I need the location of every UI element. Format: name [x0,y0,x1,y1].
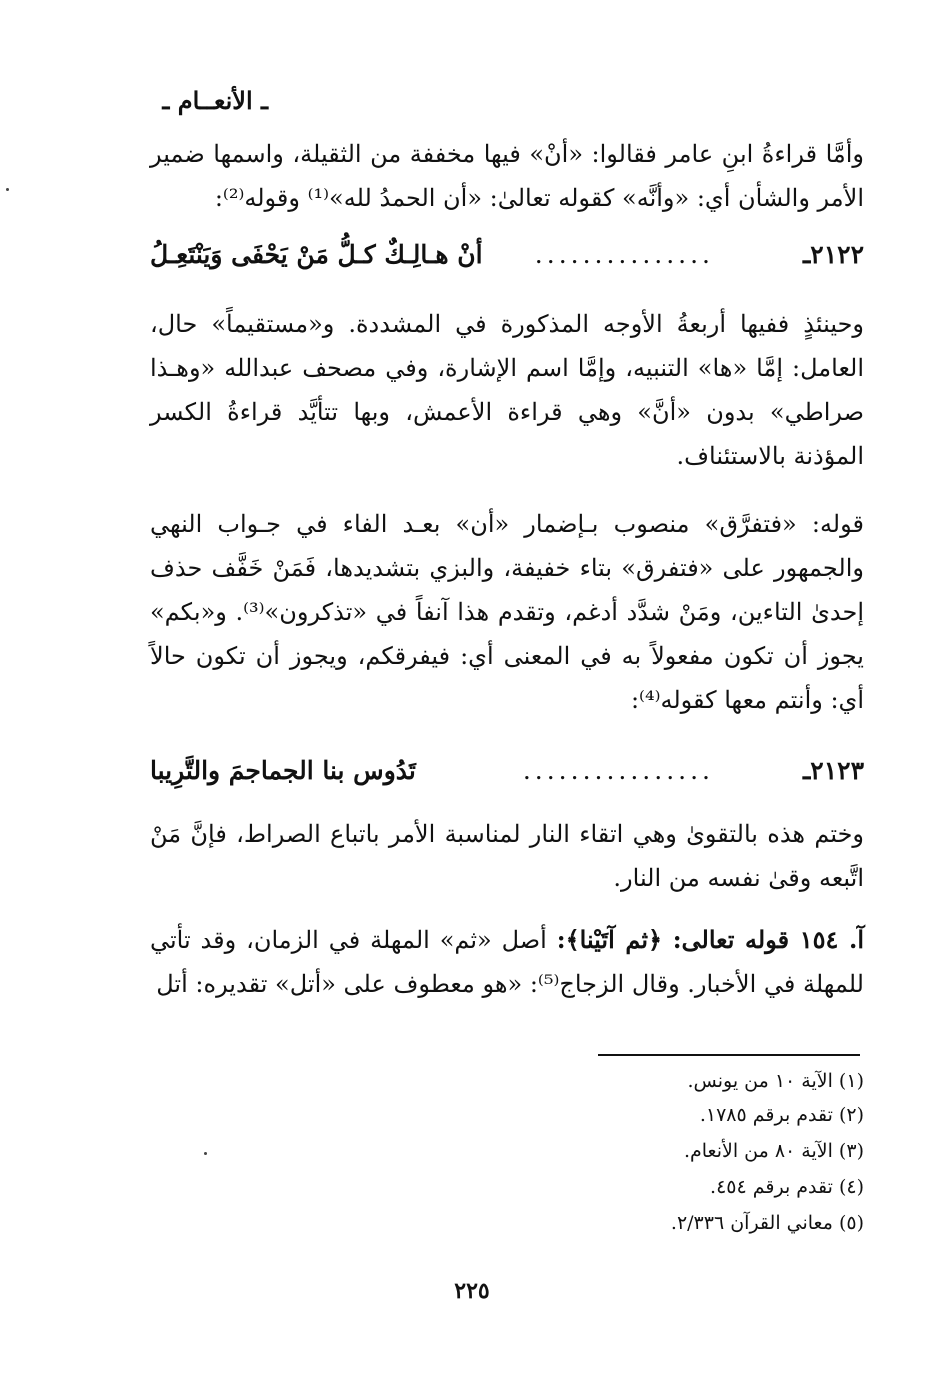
paragraph-ayah-154 [150,918,864,1006]
footnote-3: (٣) الآية ٨٠ من الأنعام. [683,1140,864,1162]
footnote-1: (١) الآية ١٠ من يونس. [687,1070,864,1092]
footnote-divider [598,1054,860,1056]
ayah-commentary: أصل «ثم» المهلة في الزمان، وقد تأتي للمهلة في الأخبار. وقال الزجاج⁽⁵⁾: «هو معطوف على «أتل» تقديره: أتل [150,926,864,998]
verse-2122 [150,240,864,284]
paragraph-taqwa: وختم هذه بالتقوىٰ وهي اتقاء النار لمناسبة الأمر باتباع الصراط، فإنَّ مَنْ اتَّبعه وقىٰ نفسه من النار. [150,820,865,892]
verse-number: ٢١٢٣ـ [802,756,864,785]
verse-text: أنْ هـالِـكٌ كـلُّ مَنْ يَحْفَى وَيَنْتَعِـلُ [150,240,483,269]
scan-speck [204,1152,207,1155]
verse-dots: ................ [522,756,714,785]
page-number: ٢٢٥ [454,1278,490,1304]
verse-2123 [150,756,864,800]
paragraph-ibn-amir: وأمَّا قراءةُ ابنِ عامر فقالوا: «أنْ» فيها مخففة من الثقيلة، واسمها ضمير الأمر والشأن أي: «وأنَّه» كقوله تعالىٰ: «أن الحمدُ لله»⁽¹⁾ وقوله⁽²⁾: [150,140,864,212]
verse-dots: ............... [534,240,714,269]
verse-text: تَدُوس بنا الجماجمَ والتَّرِيبا [150,756,416,785]
chapter-header: ـ الأنعــام ـ [162,86,268,115]
paragraph-fatafarraqa: قوله: «فتفرَّق» منصوب بـإضمار «أن» بعـد الفاء في جـواب النهي والجمهور على «فتفرق» بتاء خفيفة، والبزي بتشديدها، فَمَنْ خَفَّف حذف إحدىٰ التاءين، ومَنْ شدَّد أدغم، وتقدم هذا آنفاً في «تذكرون»⁽³⁾. و«بكم» يجوز أن تكون مفعولاً به في المعنى أي: فيفرقكم، ويجوز أن تكون حالاً أي: وأنتم معها كقوله⁽⁴⁾: [150,510,864,714]
footnote-5: (٥) معاني القرآن ٢/٣٣٦. [670,1212,864,1234]
footnote-2: (٢) تقدم برقم ١٧٨٥. [699,1104,864,1126]
scan-speck [6,188,9,191]
paragraph-hinaidhin: وحينئذٍ ففيها أربعةُ الأوجه المذكورة في المشددة. و«مستقيماً» حال، العامل: إمَّا «ها» التنبيه، وإمَّا اسم الإشارة، وفي مصحف عبدالله «وهـذا صراطي» بدون «أنَّ» وهي قراءة الأعمش، وبها تتأيَّد قراءةُ الكسر المؤذنة بالاستئناف. [150,310,865,470]
verse-number: ٢١٢٢ـ [802,240,864,269]
ayah-heading: آ. ١٥٤ قوله تعالى: ﴿ثم آتَيْنا﴾: [556,925,865,954]
footnote-4: (٤) تقدم برقم ٤٥٤. [710,1176,864,1198]
